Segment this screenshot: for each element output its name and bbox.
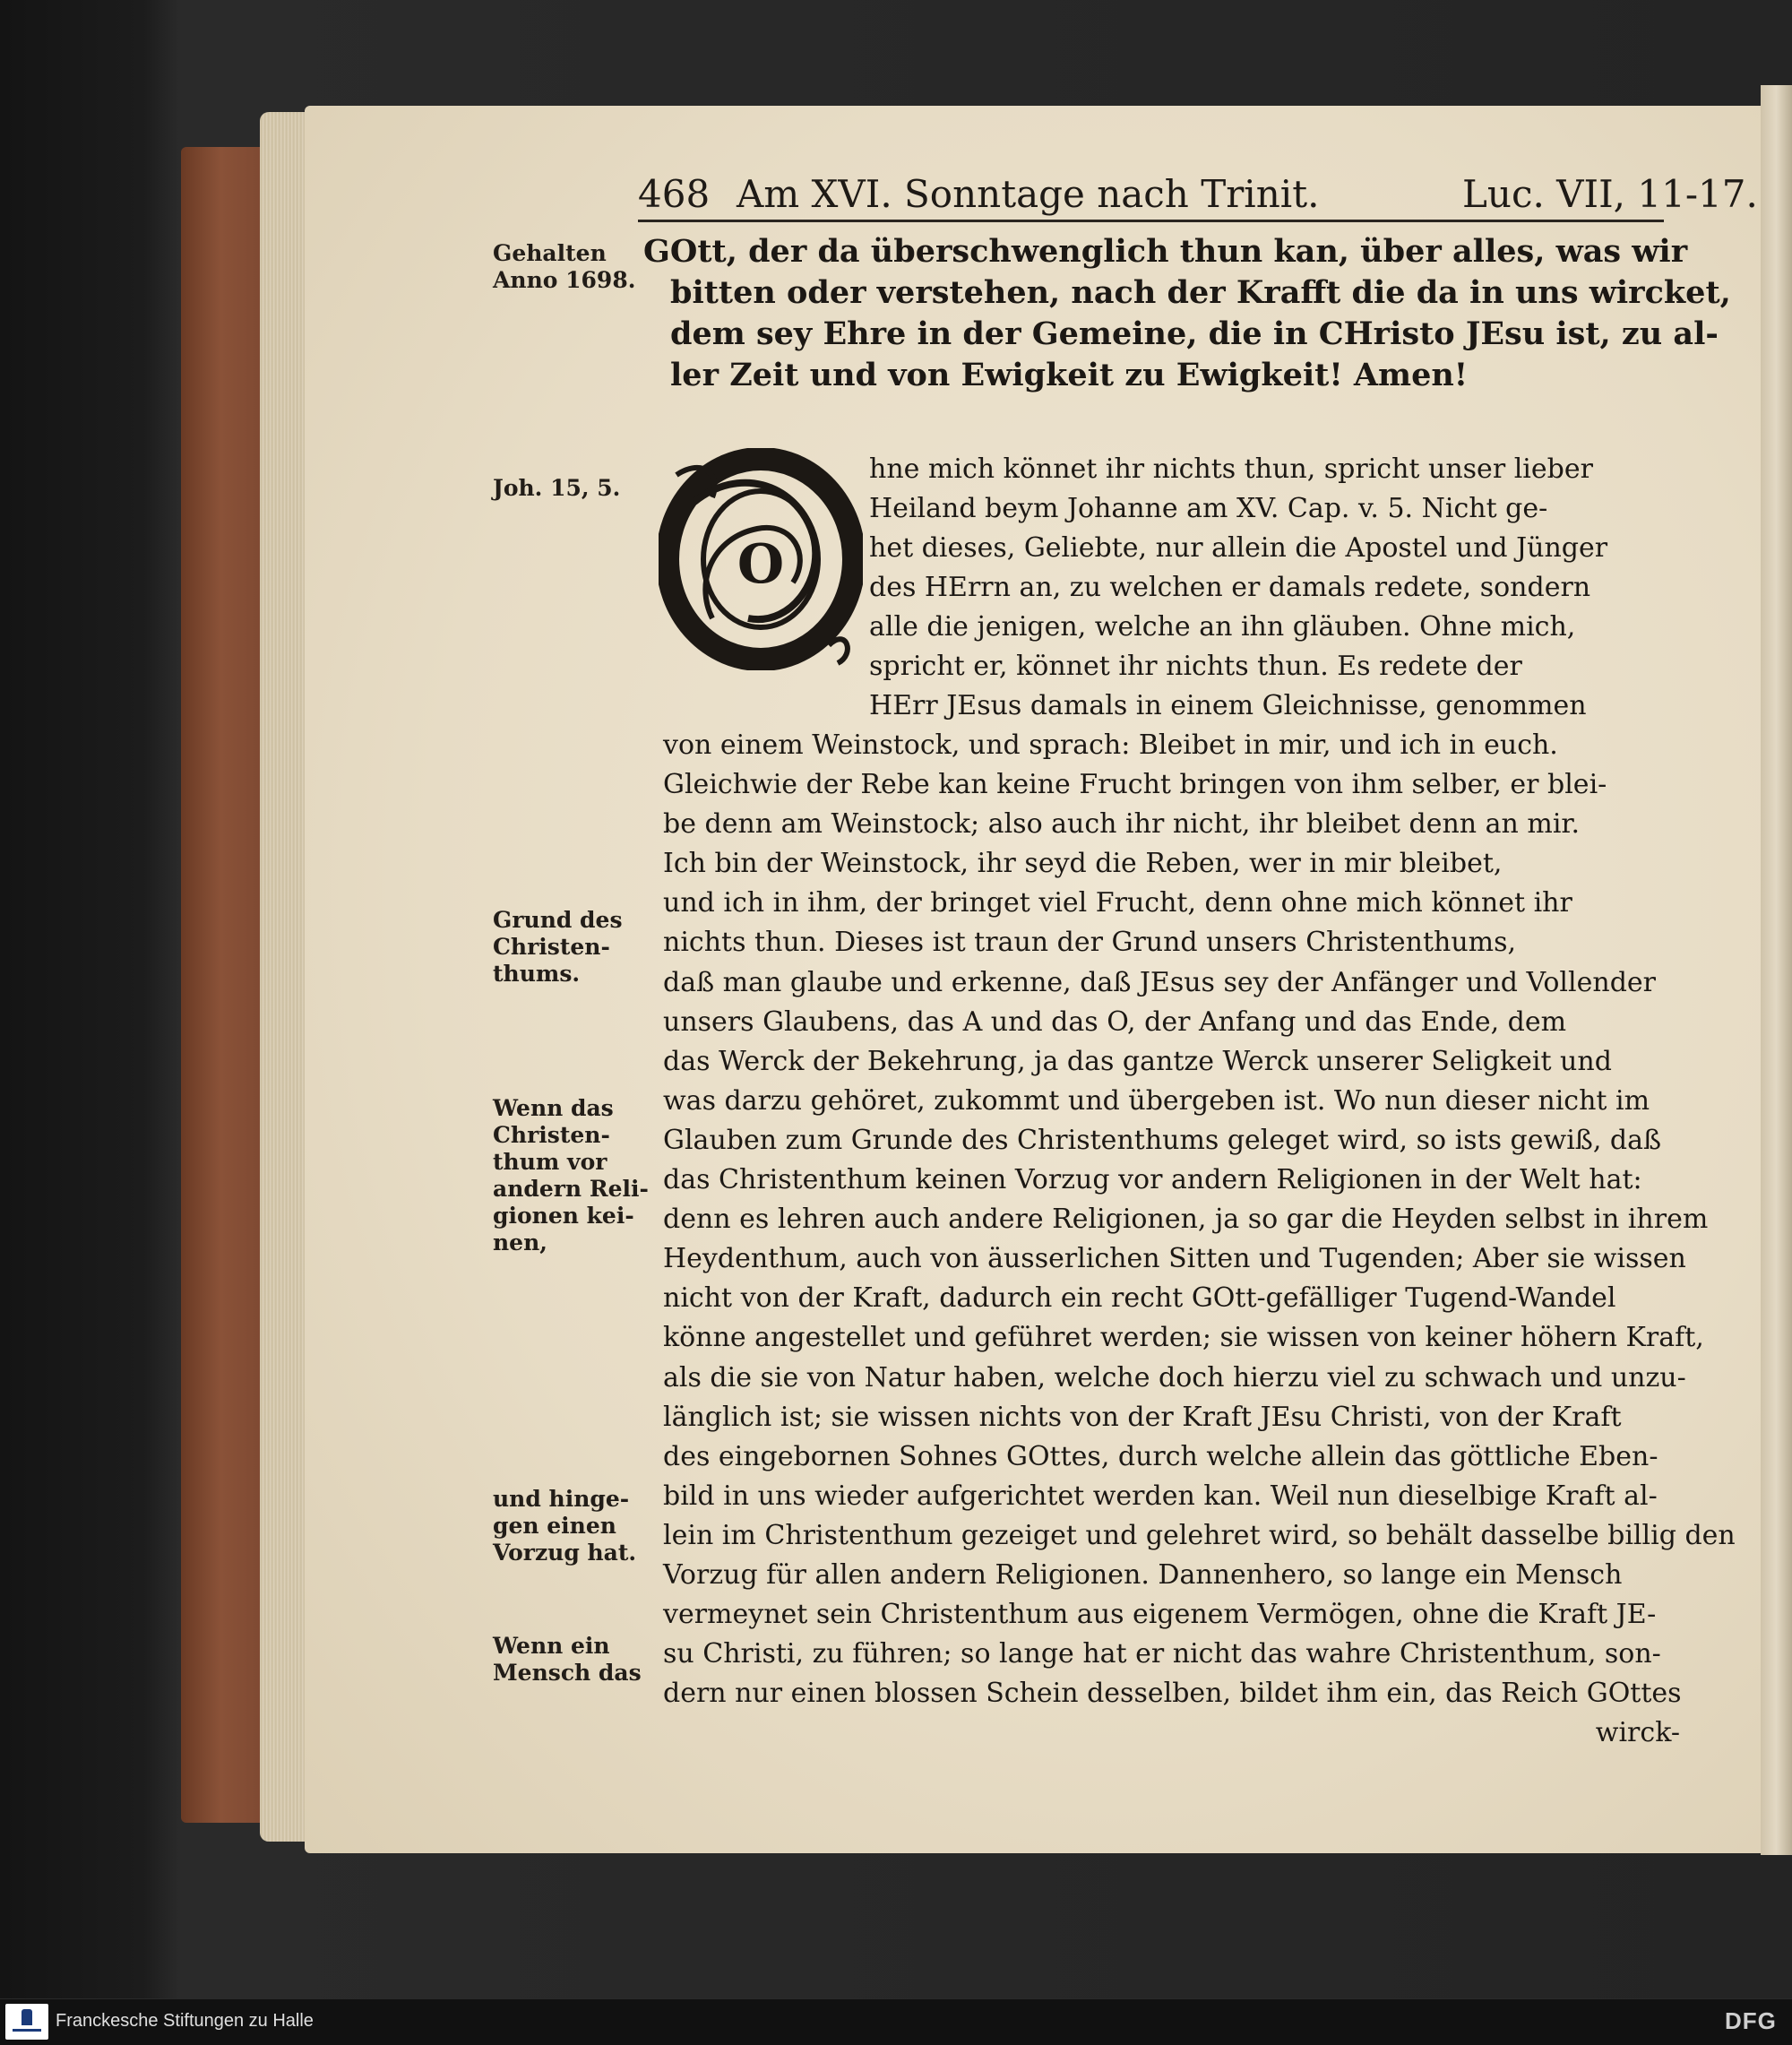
text-line: lein im Christenthum gezeiget und gelehret wird, so behält dasselbe billig den [663, 1519, 1736, 1551]
body-text-main [663, 726, 1736, 1753]
text-line: des eingebornen Sohnes GOttes, durch welche allein das göttliche Eben- [663, 1440, 1658, 1472]
funder-logo[interactable]: DFG [1725, 2007, 1777, 2034]
text-line: Heydenthum, auch von äusserlichen Sitten und Tugenden; Aber sie wissen [663, 1243, 1686, 1275]
margin-note-held: Gehalten Anno 1698. [493, 240, 636, 293]
text-line: und ich in ihm, der bringet viel Frucht, denn ohne mich könnet ihr [663, 887, 1572, 919]
text-line: Ich bin der Weinstock, ihr seyd die Reben, wer in mir bleibet, [663, 848, 1503, 880]
initial-letter: O [737, 533, 785, 596]
text-line: dern nur einen blossen Schein desselben, bildet ihm ein, das Reich GOttes [663, 1678, 1682, 1710]
text-line: nicht von der Kraft, dadurch ein recht GOtt-gefälliger Tugend-Wandel [663, 1282, 1616, 1315]
text-line: daß man glaube und erkenne, daß JEsus sey der Anfänger und Vollender [663, 966, 1656, 998]
text-line: be denn am Weinstock; also auch ihr nicht, ihr bleibet denn an mir. [663, 808, 1580, 841]
text-line: Heiland beym Johanne am XV. Cap. v. 5. Nicht ge- [869, 493, 1548, 524]
dedication-line: ler Zeit und von Ewigkeit zu Ewigkeit! Amen! [670, 357, 1469, 393]
text-line: het dieses, Geliebte, nur allein die Apostel und Jünger [869, 532, 1608, 564]
page-gutter-edge [1761, 85, 1792, 1855]
institution-logo-icon[interactable] [5, 2004, 48, 2040]
text-line: hne mich könnet ihr nichts thun, spricht unser lieber [869, 453, 1593, 485]
dedication-line: dem sey Ehre in der Gemeine, die in CHristo JEsu ist, zu al- [670, 315, 1719, 352]
running-reference: Luc. VII, 11-17. [1462, 172, 1758, 216]
margin-note-advantage: und hinge- gen einen Vorzug hat. [493, 1486, 637, 1566]
text-line: unsers Glaubens, das A und das O, der Anfang und das Ende, dem [663, 1005, 1567, 1038]
margin-note-when: Wenn das Christen- thum vor andern Reli- gionen kei- nen, [493, 1095, 649, 1255]
text-line: spricht er, könnet ihr nichts thun. Es redete der [869, 651, 1522, 682]
text-line: das Christenthum keinen Vorzug vor andern Religionen in der Welt hat: [663, 1164, 1642, 1196]
text-line: alle die jenigen, welche an ihn gläuben. Ohne mich, [869, 611, 1576, 643]
text-line: länglich ist; sie wissen nichts von der Kraft JEsu Christi, von der Kraft [663, 1401, 1622, 1433]
text-line: Glauben zum Grunde des Christenthums geleget wird, so ists gewiß, daß [663, 1124, 1662, 1156]
dedication-line: bitten oder verstehen, nach der Krafft die da in uns wircket, [670, 274, 1731, 311]
catchword: wirck- [1595, 1717, 1680, 1749]
running-title: Am XVI. Sonntage nach Trinit. [737, 172, 1320, 216]
text-line: könne angestellet und geführet werden; sie wissen von keiner höhern Kraft, [663, 1322, 1704, 1354]
margin-note-ground: Grund des Christen- thums. [493, 907, 623, 987]
text-line: das Werck der Bekehrung, ja das gantze Werck unserer Seligkeit und [663, 1045, 1612, 1077]
dedication-paragraph [643, 231, 1731, 396]
text-line: denn es lehren auch andere Religionen, ja so gar die Heyden selbst in ihrem [663, 1204, 1709, 1236]
institution-name[interactable]: Franckesche Stiftungen zu Halle [56, 2011, 314, 2031]
text-line: bild in uns wieder aufgerichtet werden kan. Weil nun dieselbige Kraft al- [663, 1480, 1658, 1512]
text-line: nichts thun. Dieses ist traun der Grund unsers Christenthums, [663, 927, 1517, 959]
text-line: des HErrn an, zu welchen er damals redete, sondern [869, 572, 1591, 603]
text-line: was darzu gehöret, zukommt und übergeben ist. Wo nun dieser nicht im [663, 1084, 1650, 1117]
text-line: Gleichwie der Rebe kan keine Frucht bringen von ihm selber, er blei- [663, 769, 1607, 801]
text-line: Vorzug für allen andern Religionen. Dannenhero, so lange ein Mensch [663, 1558, 1623, 1591]
dedication-line: GOtt, der da überschwenglich thun kan, über alles, was wir [643, 233, 1688, 270]
margin-note-person: Wenn ein Mensch das [493, 1633, 642, 1686]
header-rule [638, 220, 1664, 222]
body-text-top [869, 450, 1676, 726]
text-line: als die sie von Natur haben, welche doch hierzu viel zu schwach und unzu- [663, 1361, 1686, 1394]
text-line: vermeynet sein Christenthum aus eigenem Vermögen, ohne die Kraft JE- [663, 1599, 1657, 1631]
running-head [638, 172, 1758, 216]
margin-note-bible-ref: Joh. 15, 5. [493, 475, 621, 501]
text-line: HErr JEsus damals in einem Gleichnisse, genommen [869, 690, 1587, 721]
decorated-initial [659, 448, 863, 670]
text-line: su Christi, zu führen; so lange hat er nicht das wahre Christenthum, son- [663, 1638, 1661, 1670]
page-number: 468 [638, 172, 711, 216]
text-line: von einem Weinstock, und sprach: Bleibet in mir, und ich in euch. [663, 729, 1558, 761]
